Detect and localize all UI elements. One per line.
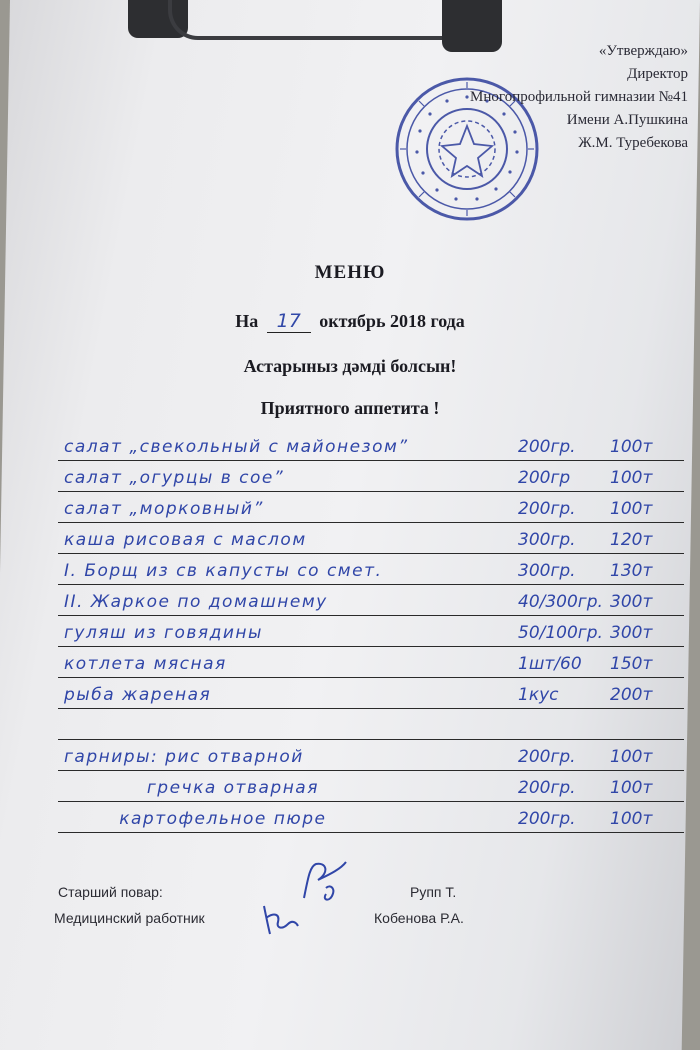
- date-line: [0, 310, 700, 333]
- dish-name: каша рисовая с маслом: [64, 530, 307, 550]
- clipboard-clip: [128, 0, 502, 52]
- dish-portion: 1кус: [518, 685, 559, 705]
- dish-name: картофельное пюре: [64, 809, 327, 829]
- approval-line: Многопрофильной гимназии №41: [470, 89, 688, 105]
- dish-portion: 50/100гр.: [518, 623, 603, 643]
- dish-price: 300т: [610, 592, 653, 612]
- chef-name: Рупп Т.: [410, 884, 457, 900]
- medic-name: Кобенова Р.А.: [374, 910, 464, 926]
- date-suffix: октябрь 2018 года: [319, 311, 465, 331]
- menu-title: МЕНЮ: [314, 262, 386, 283]
- menu-row: [58, 771, 684, 802]
- menu-row: [58, 554, 684, 585]
- dish-price: 130т: [610, 561, 653, 581]
- dish-portion: 40/300гр.: [518, 592, 603, 612]
- dish-portion: 300гр.: [518, 561, 576, 581]
- dish-portion: 1шт/60: [518, 654, 582, 674]
- approval-line: Директор: [627, 66, 688, 82]
- approval-line: «Утверждаю»: [598, 43, 688, 59]
- chef-label: Старший повар:: [58, 884, 163, 900]
- approval-block: [470, 40, 688, 155]
- medic-signature-icon: [258, 896, 302, 940]
- chef-signature-icon: [296, 858, 356, 908]
- dish-price: 150т: [610, 654, 653, 674]
- date-prefix: На: [235, 311, 259, 331]
- menu-row: [58, 802, 684, 833]
- dish-price: 100т: [610, 499, 653, 519]
- dish-price: 100т: [610, 747, 653, 767]
- dish-portion: 300гр.: [518, 530, 576, 550]
- menu-row: [58, 430, 684, 461]
- dish-name: II. Жаркое по домашнему: [64, 592, 328, 612]
- menu-row: [58, 523, 684, 554]
- dish-portion: 200гр.: [518, 809, 576, 829]
- dish-name: салат „морковный”: [64, 499, 264, 519]
- menu-list: [58, 430, 684, 833]
- menu-row: [58, 492, 684, 523]
- menu-row: [58, 678, 684, 709]
- dish-name: гречка отварная: [64, 778, 319, 798]
- dish-portion: 200гр.: [518, 499, 576, 519]
- wish-russian: Приятного аппетита !: [260, 398, 440, 418]
- clip-wire: [168, 0, 476, 40]
- menu-row: [58, 647, 684, 678]
- dish-price: 100т: [610, 778, 653, 798]
- dish-portion: 200гр.: [518, 747, 576, 767]
- dish-price: 300т: [610, 623, 653, 643]
- dish-name: рыба жареная: [64, 685, 212, 705]
- dish-name: салат „огурцы в сое”: [64, 468, 285, 488]
- dish-price: 100т: [610, 437, 653, 457]
- menu-row: [58, 585, 684, 616]
- dish-price: 100т: [610, 809, 653, 829]
- dish-name: гарниры: рис отварной: [64, 747, 304, 767]
- menu-row: [58, 461, 684, 492]
- dish-portion: 200гр.: [518, 437, 576, 457]
- dish-name: котлета мясная: [64, 654, 227, 674]
- dish-portion: 200гр: [518, 468, 571, 488]
- dish-name: гуляш из говядины: [64, 623, 263, 643]
- date-day: 17: [267, 310, 311, 333]
- dish-portion: 200гр.: [518, 778, 576, 798]
- menu-row: [58, 740, 684, 771]
- wish-kazakh: Астарыныз дәмді болсын!: [243, 356, 457, 376]
- dish-price: 200т: [610, 685, 653, 705]
- medic-label: Медицинский работник: [54, 910, 205, 926]
- dish-price: 120т: [610, 530, 653, 550]
- approval-line: Ж.М. Туребекова: [578, 135, 688, 151]
- dish-name: I. Борщ из св капусты со смет.: [64, 561, 383, 581]
- dish-price: 100т: [610, 468, 653, 488]
- approval-line: Имени А.Пушкина: [566, 112, 688, 128]
- menu-row: [58, 616, 684, 647]
- dish-name: салат „свекольный с майонезом”: [64, 437, 409, 457]
- menu-row-blank: [58, 709, 684, 740]
